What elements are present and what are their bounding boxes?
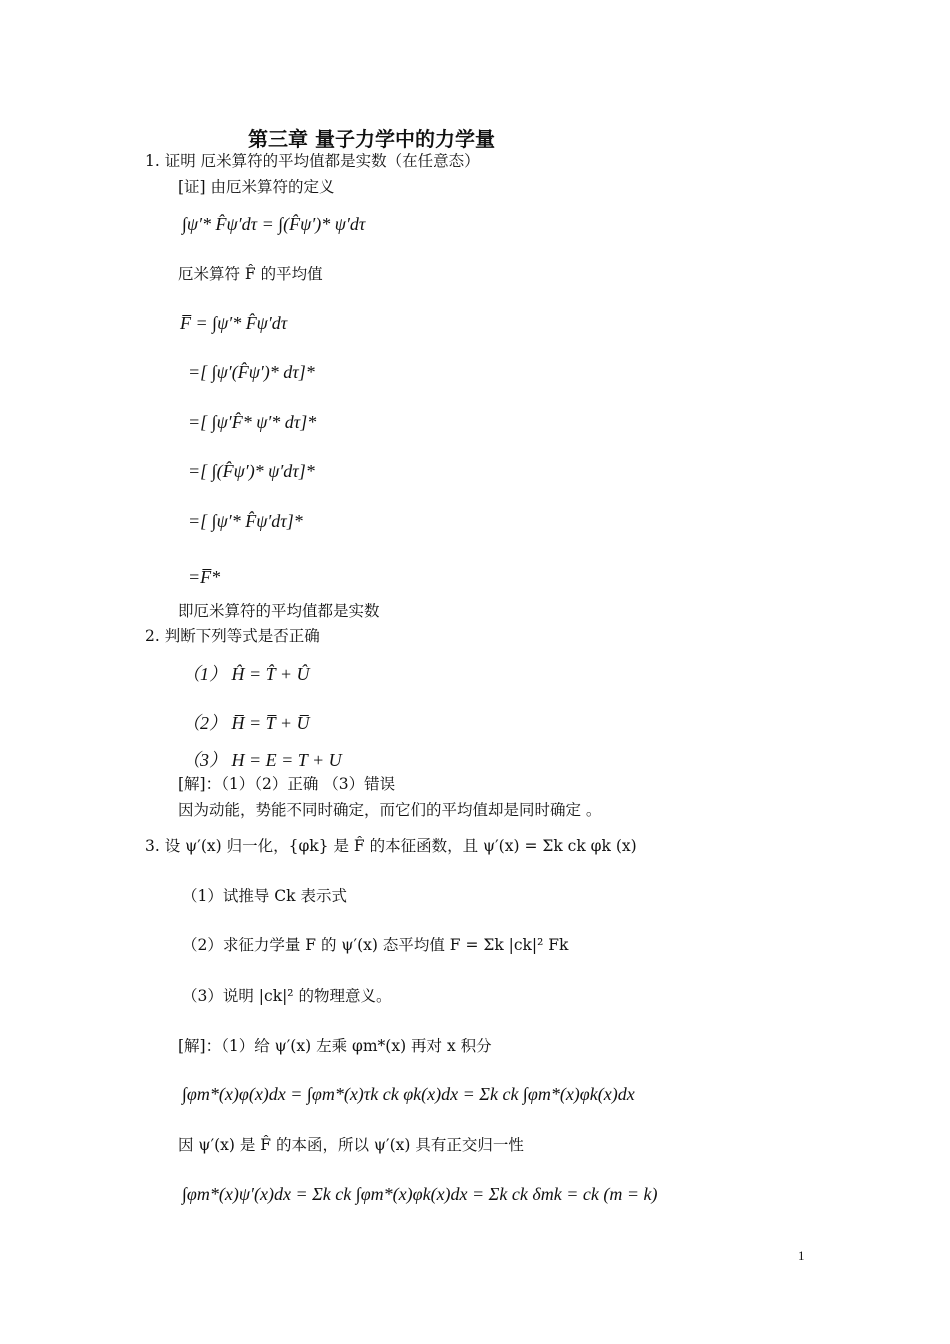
solution-2-answer: [解]：（1）（2）正确 （3）错误 xyxy=(178,775,396,793)
equation-projection: ∫φm*(x)φ(x)dx = ∫φm*(x)τk ck φk(x)dx = Σk ck ∫φm*(x)φk(x)dx xyxy=(182,1084,635,1104)
equation-mean-4: =[ ∫(F̂ψ′)* ψ′dτ]* xyxy=(188,461,315,481)
equation-mean-1: F̅ = ∫ψ′* F̂ψ′dτ xyxy=(180,313,288,333)
solution-3-intro: [解]：（1）给 ψ′(x) 左乘 φm*(x) 再对 x 积分 xyxy=(178,1037,492,1055)
problem-3-part-2: （2）求征力学量 F 的 ψ′(x) 态平均值 F = Σk |ck|² Fk xyxy=(182,936,569,954)
solution-2-explanation: 因为动能，势能不同时确定，而它们的平均值却是同时确定 。 xyxy=(178,801,602,819)
equation-coefficient: ∫φm*(x)ψ′(x)dx = Σk ck ∫φm*(x)φk(x)dx = Σk ck δmk = ck (m = k) xyxy=(182,1184,658,1204)
chapter-title: 第三章 量子力学中的力学量 xyxy=(248,127,495,151)
equation-hermitian-definition: ∫ψ′* F̂ψ′dτ = ∫(F̂ψ′)* ψ′dτ xyxy=(182,214,366,234)
problem-3-part-1: （1）试推导 Ck 表示式 xyxy=(182,887,347,905)
equation-mean-5: =[ ∫ψ′* F̂ψ′dτ]* xyxy=(188,511,303,531)
problem-3-heading: 3. 设 ψ′(x) 归一化，{φk} 是 F̂ 的本征函数，且 ψ′(x) = Σk ck φk (x) xyxy=(145,837,637,855)
problem-3-part-3: （3）说明 |ck|² 的物理意义。 xyxy=(182,987,392,1005)
statement-1: （1） Ĥ = T̂ + Û xyxy=(182,664,310,684)
problem-2-heading: 2. 判断下列等式是否正确 xyxy=(145,627,320,645)
problem-1-heading: 1. 证明 厄米算符的平均值都是实数（在任意态） xyxy=(145,152,480,170)
orthonormality-statement: 因 ψ′(x) 是 F̂ 的本函，所以 ψ′(x) 具有正交归一性 xyxy=(178,1136,524,1154)
equation-mean-2: =[ ∫ψ′(F̂ψ′)* dτ]* xyxy=(188,362,315,382)
proof-conclusion: 即厄米算符的平均值都是实数 xyxy=(178,602,380,620)
page-number: 1 xyxy=(798,1248,805,1263)
equation-mean-3: =[ ∫ψ′F̂* ψ′* dτ]* xyxy=(188,412,317,432)
equation-mean-6: =F̅* xyxy=(188,567,221,587)
statement-2: （2） H̅ = T̅ + U̅ xyxy=(182,713,310,733)
proof-intro: [证] 由厄米算符的定义 xyxy=(178,178,335,196)
statement-3: （3） H = E = T + U xyxy=(182,750,342,770)
mean-value-label: 厄米算符 F̂ 的平均值 xyxy=(178,265,323,283)
